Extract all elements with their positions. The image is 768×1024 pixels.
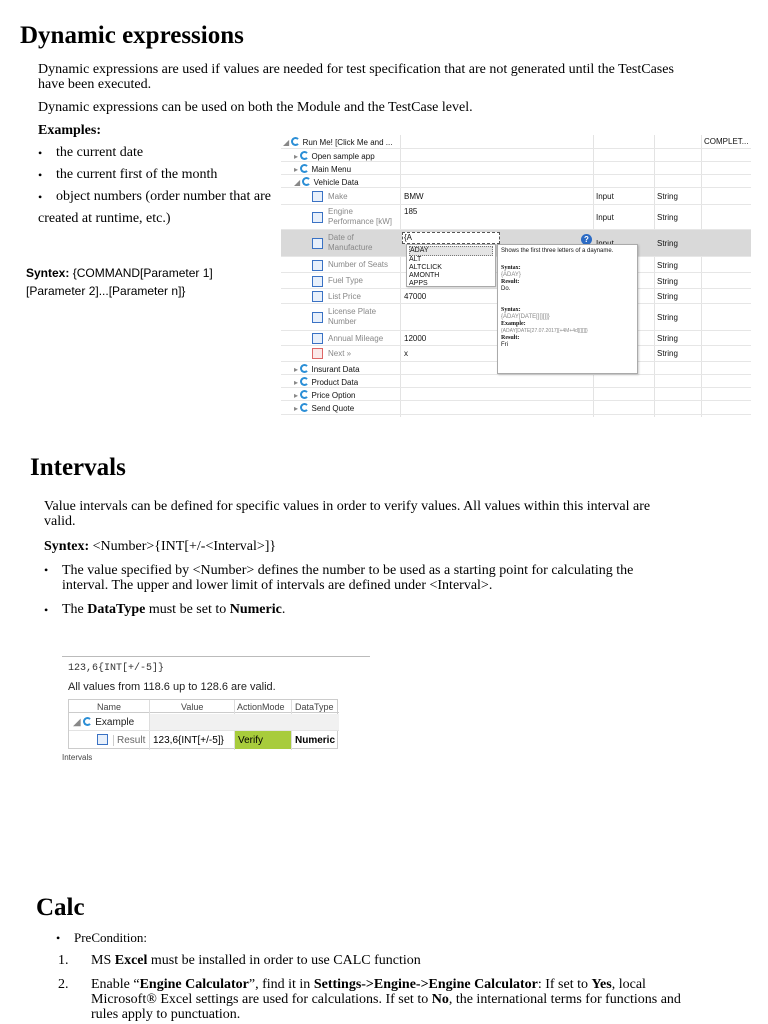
- tree-row[interactable]: Fuel Type String: [281, 273, 751, 289]
- numbered-item: MS Excel must be installed in order to use CALC function: [91, 953, 421, 968]
- tooltip-heading: Syntax:: [501, 307, 521, 313]
- table-row[interactable]: Result 123,6{INT[+/-5]} Verify Numeric: [69, 731, 339, 749]
- syntax-line: {COMMAND[Parameter 1]: [69, 266, 213, 280]
- refresh-icon: [302, 177, 311, 186]
- tree-row[interactable]: ▸ Send Quote: [281, 401, 751, 415]
- field-icon: [312, 291, 323, 302]
- list-item: • the current date: [56, 145, 143, 161]
- tree-row[interactable]: Number of Seats String: [281, 257, 751, 273]
- refresh-icon: [300, 151, 309, 160]
- section-title-calc: Calc: [36, 894, 85, 921]
- paragraph-line: Value intervals can be defined for specific values in order to verify values. All values within this interval are: [44, 499, 651, 514]
- autocomplete-item[interactable]: AMONTH: [409, 272, 440, 279]
- list-item: • the current first of the month: [56, 167, 217, 183]
- examples-label: Examples:: [38, 123, 101, 138]
- tree-row[interactable]: ▸ Product Data: [281, 375, 751, 388]
- tree-row-selected[interactable]: Date of Manufacture {A String: [281, 230, 751, 257]
- list-item-continuation: created at runtime, etc.): [38, 211, 171, 226]
- list-item: • PreCondition:: [74, 930, 147, 946]
- tooltip-code: {ADAY[DATE[][][]]}: [501, 314, 550, 320]
- tooltip-code: {ADAY}: [501, 272, 521, 278]
- code-example: 123,6{INT[+/-5]}: [68, 663, 165, 674]
- field-icon: [312, 312, 323, 323]
- numbered-item: Enable “Engine Calculator”, find it in Settings->Engine->Engine Calculator: If set to Yes, local: [91, 977, 646, 992]
- paragraph-line: valid.: [44, 514, 76, 529]
- field-icon: [312, 238, 323, 249]
- refresh-icon: [300, 377, 309, 386]
- tooltip-heading: Syntax:: [501, 265, 521, 271]
- numbered-item-continuation: rules apply to punctuation.: [91, 1007, 241, 1022]
- syntax-line: [Parameter 2]...[Parameter n]}: [26, 284, 186, 298]
- interval-description: All values from 118.6 up to 128.6 are valid.: [68, 681, 276, 693]
- button-icon: [312, 348, 323, 359]
- action-mode-cell[interactable]: Verify: [235, 731, 291, 749]
- list-item: • object numbers (order number that are: [56, 189, 271, 205]
- autocomplete-item-selected[interactable]: ADAY: [409, 246, 493, 256]
- tree-row[interactable]: License Plate Number String: [281, 304, 751, 331]
- tooltip-heading: Result:: [501, 335, 520, 341]
- list-item: • The value specified by <Number> defines the number to be used as a starting point for calculating the: [62, 563, 633, 578]
- tree-row[interactable]: ▸ Main Menu: [281, 162, 751, 175]
- tree-row[interactable]: List Price 47000 String: [281, 289, 751, 304]
- info-icon[interactable]: ?: [581, 234, 592, 245]
- tooltip-heading: Example:: [501, 321, 526, 327]
- field-icon: [97, 734, 108, 745]
- paragraph: Dynamic expressions can be used on both the Module and the TestCase level.: [38, 100, 473, 115]
- field-icon: [312, 276, 323, 287]
- tooltip-result: Do.: [501, 286, 511, 292]
- tooltip-result: Fri: [501, 342, 508, 348]
- syntax-block: [26, 264, 213, 300]
- field-icon: [312, 260, 323, 271]
- tree-row[interactable]: ▸ Insurant Data: [281, 362, 751, 375]
- refresh-icon: [300, 390, 309, 399]
- syntax-text: <Number>{INT[+/-<Interval>]}: [89, 539, 277, 554]
- tree-row[interactable]: ▸ Open sample app: [281, 149, 751, 162]
- tree-row[interactable]: ◢ Vehicle Data: [281, 175, 751, 188]
- table-row[interactable]: ◢ Example: [69, 714, 339, 731]
- tooltip-heading: Result:: [501, 279, 520, 285]
- tooltip-panel: [497, 244, 638, 374]
- paragraph-line: have been executed.: [38, 77, 152, 92]
- field-icon: [312, 191, 323, 202]
- footer-tab-label: Intervals: [62, 753, 93, 762]
- section-title-dynamic-expressions: Dynamic expressions: [20, 22, 244, 49]
- table-header: Name Value ActionMode DataType: [69, 700, 339, 713]
- tree-row[interactable]: Annual Mileage 12000 String: [281, 331, 751, 346]
- tree-screenshot: [281, 135, 751, 417]
- section-title-intervals: Intervals: [30, 454, 126, 481]
- numbered-item-number: 2.: [58, 977, 69, 992]
- refresh-icon: [300, 364, 309, 373]
- autocomplete-list[interactable]: [406, 244, 496, 287]
- autocomplete-item[interactable]: APPS: [409, 280, 428, 287]
- value-editor[interactable]: {A: [402, 232, 500, 244]
- paragraph-line: Dynamic expressions are used if values are needed for test specification that are not generated until the TestCases: [38, 62, 674, 77]
- tree-row[interactable]: Next » x String: [281, 346, 751, 362]
- autocomplete-item[interactable]: ALTCLICK: [409, 264, 442, 271]
- tree-row[interactable]: ▸ Price Option: [281, 388, 751, 401]
- tree-row[interactable]: ◢ Run Me! [Click Me and ... COMPLET...: [281, 135, 751, 149]
- refresh-icon: [83, 717, 92, 726]
- field-icon: [312, 333, 323, 344]
- numbered-item-number: 1.: [58, 953, 69, 968]
- refresh-icon: [300, 403, 309, 412]
- syntax-line: [44, 539, 276, 554]
- intervals-screenshot: [62, 656, 370, 762]
- interval-table: [68, 699, 338, 749]
- list-item: • The DataType must be set to Numeric.: [62, 602, 285, 618]
- run-icon: [291, 137, 300, 146]
- list-item-continuation: interval. The upper and lower limit of intervals are defined under <Interval>.: [62, 578, 493, 593]
- refresh-icon: [300, 164, 309, 173]
- tree-row[interactable]: Engine Performance [kW] 185 Input String: [281, 205, 751, 230]
- syntax-label: Syntex:: [26, 266, 70, 280]
- numbered-item-continuation: Microsoft® Excel settings are used for calculations. If set to No, the international terms for functions and: [91, 992, 681, 1007]
- field-icon: [312, 212, 323, 223]
- tooltip-description: Shows the first three letters of a dayname.: [501, 248, 614, 254]
- tooltip-code: {ADAY[DATE[27.07.2017][+4M+4d][][]]}: [501, 328, 588, 334]
- autocomplete-item[interactable]: ALT: [409, 256, 422, 263]
- syntax-label: Syntex:: [44, 539, 90, 554]
- tree-row[interactable]: Make BMW Input String: [281, 188, 751, 205]
